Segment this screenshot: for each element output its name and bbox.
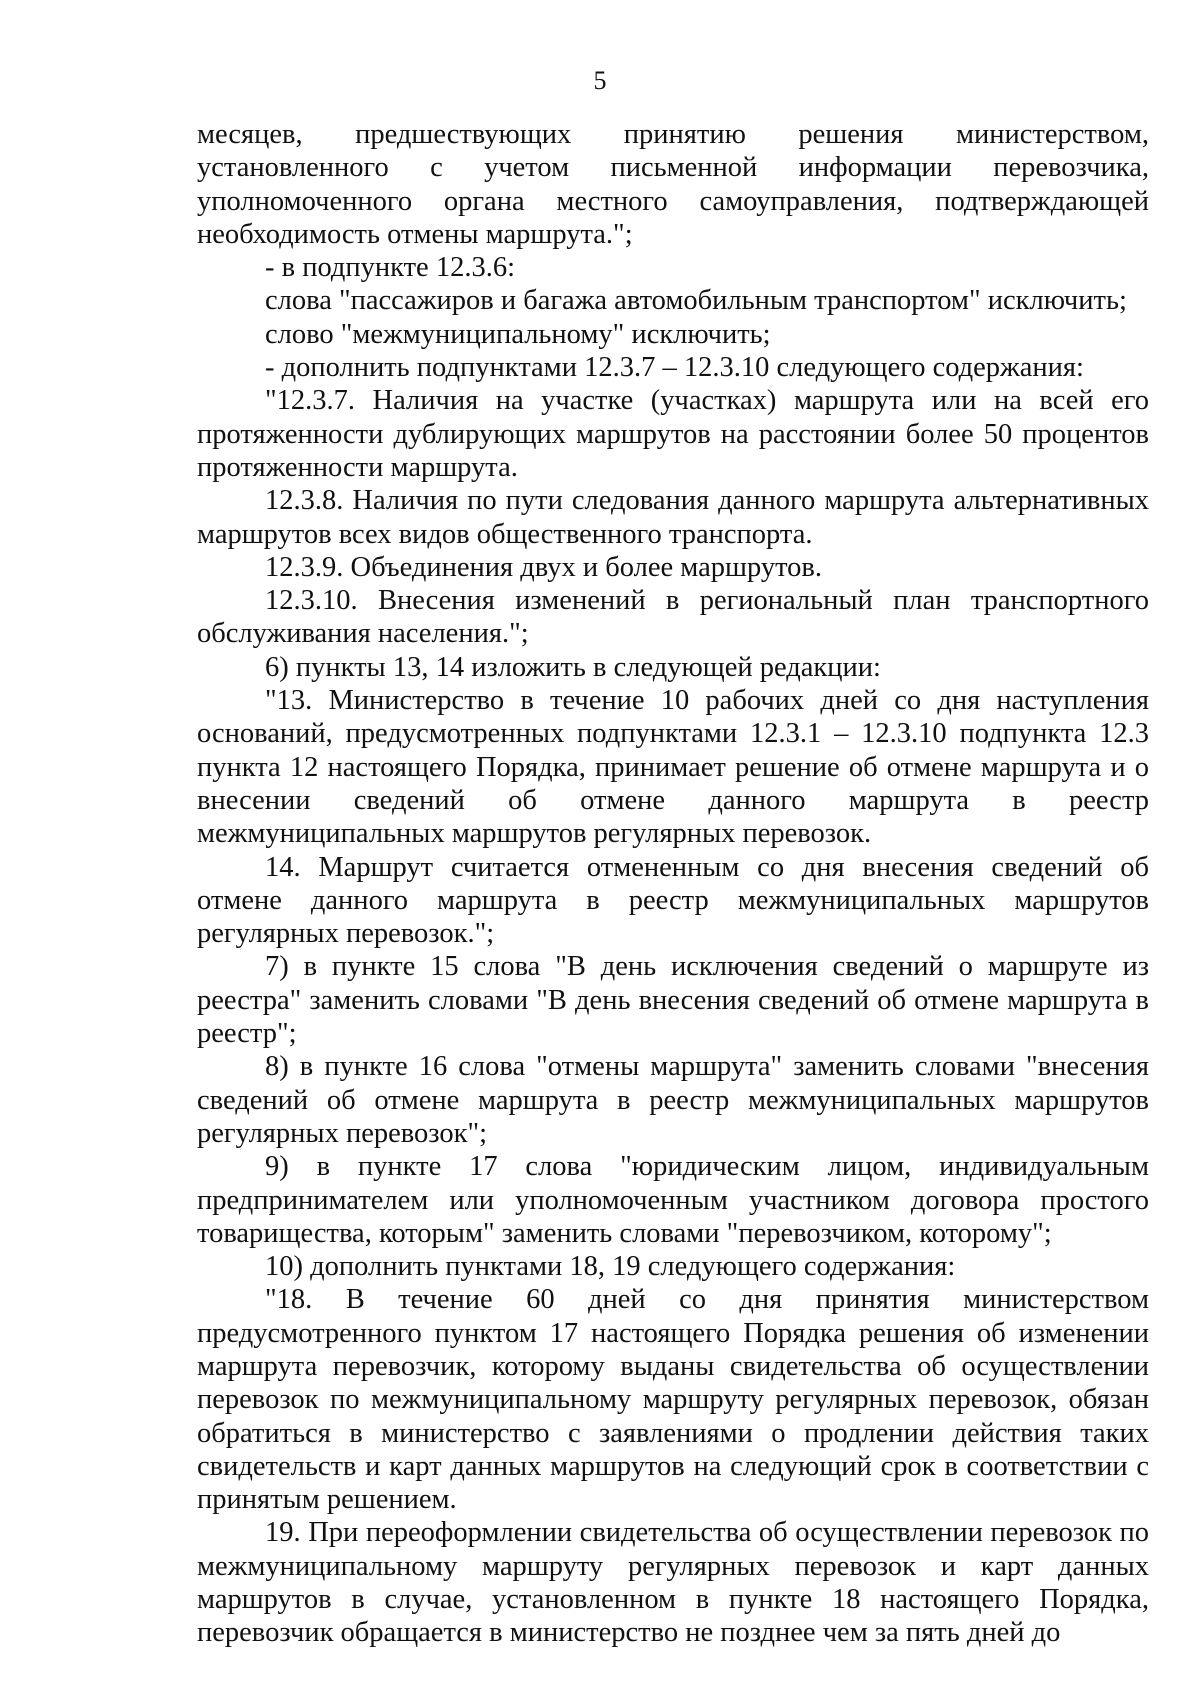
paragraph: "12.3.7. Наличия на участке (участках) маршрута или на всей его протяженности дублирующих маршрутов на расстоянии более 50 процентов протяженности маршрута. [197,385,1149,483]
page-number: 5 [593,66,607,95]
paragraph: слово "межмуниципальному" исключить; [265,318,771,350]
paragraph: 12.3.8. Наличия по пути следования данного маршрута альтернативных маршрутов всех видов общественного транспорта. [197,485,1149,550]
paragraph: месяцев, предшествующих принятию решения министерством, установленного с учетом письменной информации перевозчика, уполномоченного органа местного самоуправления, подтверждающей необходимость отмены маршрута."; [197,119,1149,250]
paragraph: "18. В течение 60 дней со дня принятия министерством предусмотренного пунктом 17 настоящего Порядка решения об изменении маршрута перевозчик, которому выданы свидетельства об осуществлении перевозок по межмуниципальному маршруту регулярных перевозок, обязан обратиться в министерство с заявлениями о продлении действия таких свидетельств и карт данных маршрутов на следующий срок в соответствии с принятым решением. [197,1284,1149,1516]
paragraph: 19. При переоформлении свидетельства об осуществлении перевозок по межмуниципальному маршруту регулярных перевозок и карт данных маршрутов в случае, установленном в пункте 18 настоящего Порядка, перевозчик обращается в министерство не позднее чем за пять дней до [197,1517,1149,1649]
paragraph: 6) пункты 13, 14 изложить в следующей редакции: [265,651,881,683]
paragraph: - дополнить подпунктами 12.3.7 – 12.3.10 следующего содержания: [265,352,1084,384]
paragraph: 12.3.9. Объединения двух и более маршрутов. [265,551,823,583]
paragraph: 14. Маршрут считается отмененным со дня внесения сведений об отмене данного маршрута в реестр межмуниципальных маршрутов регулярных перевозок."; [197,851,1149,950]
paragraph: слова "пассажиров и багажа автомобильным транспортом" исключить; [265,285,1127,317]
paragraph: 9) в пункте 17 слова "юридическим лицом, индивидуальным предпринимателем или уполномоченным участником договора простого товарищества, которым" заменить словами "перевозчиком, которому"; [197,1151,1149,1249]
document-body [197,118,1149,1650]
paragraph: 10) дополнить пунктами 18, 19 следующего содержания: [265,1251,956,1283]
paragraph: - в подпункте 12.3.6: [265,252,516,284]
paragraph: 8) в пункте 16 слова "отмены маршрута" заменить словами "внесения сведений об отмене маршрута в реестр межмуниципальных маршрутов регулярных перевозок"; [197,1051,1149,1149]
paragraph: 7) в пункте 15 слова "В день исключения сведений о маршруте из реестра" заменить словами "В день внесения сведений об отмене маршрута в реестр"; [197,951,1149,1050]
paragraph: 12.3.10. Внесения изменений в региональный план транспортного обслуживания населения."; [197,585,1149,650]
paragraph: "13. Министерство в течение 10 рабочих дней со дня наступления оснований, предусмотренных подпунктами 12.3.1 – 12.3.10 подпункта 12.3 пункта 12 настоящего Порядка, принимает решение об отмене маршрута и о внесении сведений об отмене данного маршрута в реестр межмуниципальных маршрутов регулярных перевозок. [197,685,1149,850]
